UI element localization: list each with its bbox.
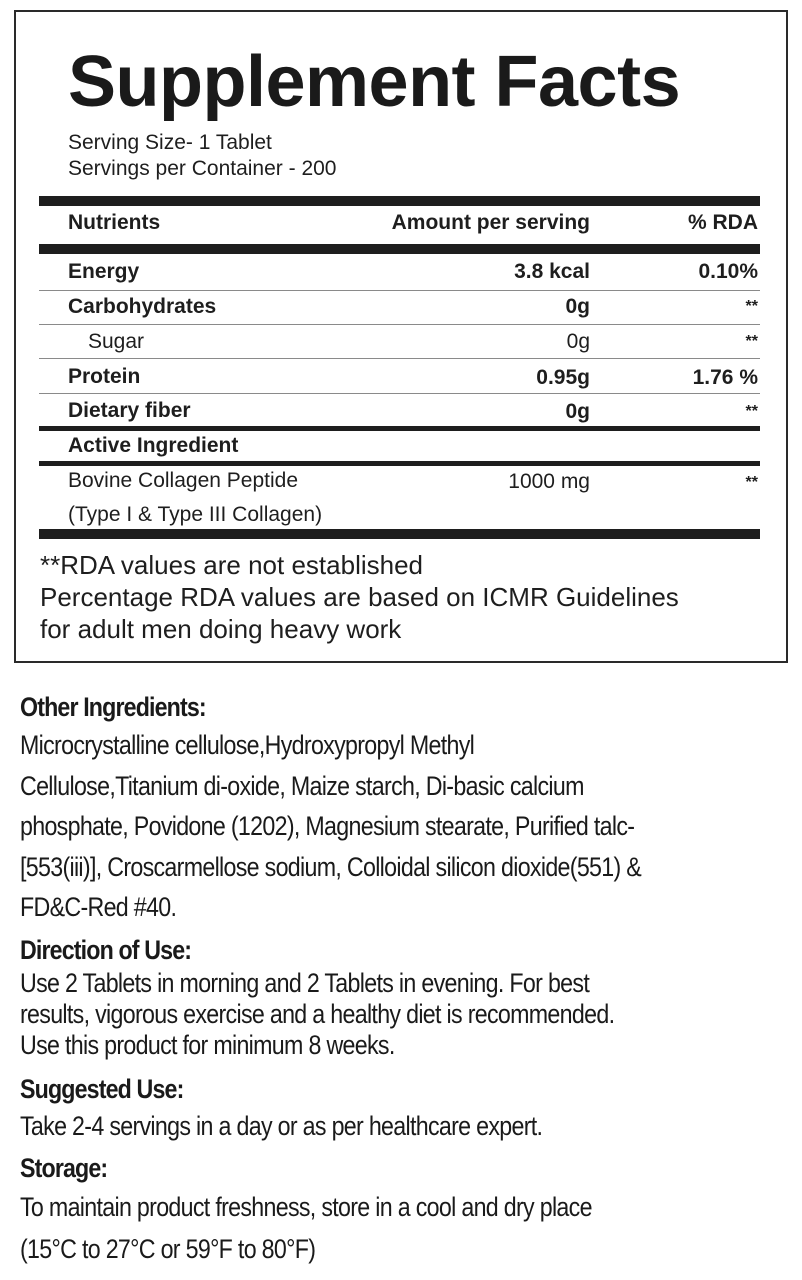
nutrient-amount: 0g [565, 400, 590, 423]
nutrient-amount: 0g [566, 330, 590, 353]
servings-per-container: Servings per Container - 200 [68, 157, 337, 180]
direction-line: Use 2 Tablets in morning and 2 Tablets in evening. For best [20, 968, 590, 998]
nutrient-amount: 3.8 kcal [514, 260, 590, 283]
storage-text [20, 1186, 790, 1270]
ingredients-line: phosphate, Povidone (1202), Magnesium stearate, Purified talc- [20, 811, 635, 841]
divider-mid [39, 426, 760, 431]
active-ingredient-amount: 1000 mg [508, 470, 590, 493]
direction-of-use-heading: Direction of Use: [20, 935, 192, 965]
divider-thick [39, 196, 760, 206]
divider-mid [39, 461, 760, 466]
supplement-facts-panel [14, 10, 788, 663]
serving-size: Serving Size- 1 Tablet [68, 131, 272, 154]
header-amount: Amount per serving [391, 211, 590, 234]
active-ingredient-name: Bovine Collagen Peptide [68, 469, 298, 492]
ingredients-line: [553(iii)], Croscarmellose sodium, Colloidal silicon dioxide(551) & [20, 851, 642, 882]
other-ingredients-heading: Other Ingredients: [20, 692, 206, 722]
nutrient-name: Sugar [88, 330, 145, 353]
divider-thin [39, 393, 760, 394]
footnote-adult-men: for adult men doing heavy work [40, 614, 402, 644]
panel-title: Supplement Facts [68, 42, 681, 122]
ingredients-line: Microcrystalline cellulose,Hydroxypropyl Methyl [20, 730, 475, 760]
ingredients-line: FD&C-Red #40. [20, 892, 177, 922]
direction-line: results, vigorous exercise and a healthy diet is recommended. [20, 999, 615, 1029]
nutrient-name: Dietary fiber [68, 399, 191, 422]
nutrient-name: Carbohydrates [68, 295, 217, 318]
suggested-use-line: Take 2-4 servings in a day or as per healthcare expert. [20, 1111, 543, 1141]
suggested-use-heading: Suggested Use: [20, 1074, 184, 1104]
nutrient-amount: 0.95g [536, 366, 590, 389]
nutrient-rda: 0.10% [698, 260, 758, 283]
suggested-use-section [20, 1071, 790, 1145]
divider-thin [39, 358, 760, 359]
ingredients-line: Cellulose,Titanium di-oxide, Maize starch, Di-basic calcium [20, 770, 584, 801]
nutrient-rda: ** [745, 298, 758, 315]
divider-thin [39, 324, 760, 325]
serving-info [68, 130, 336, 182]
divider-thin [39, 290, 760, 291]
suggested-use-text [20, 1107, 790, 1145]
nutrient-amount: 0g [565, 295, 590, 318]
footnote-icmr: Percentage RDA values are based on ICMR Guidelines [40, 582, 679, 612]
nutrient-name: Protein [68, 365, 141, 388]
direction-of-use-section [20, 932, 790, 1061]
storage-section [20, 1150, 790, 1270]
storage-heading: Storage: [20, 1153, 108, 1183]
nutrient-rda: ** [745, 403, 758, 420]
active-ingredient-rda: ** [745, 474, 758, 491]
active-ingredient-header: Active Ingredient [68, 434, 239, 457]
active-ingredient-subtitle: (Type I & Type III Collagen) [68, 503, 323, 526]
divider-thick [39, 244, 760, 254]
other-ingredients-text [20, 725, 790, 928]
nutrient-rda: ** [745, 333, 758, 350]
direction-line: Use this product for minimum 8 weeks. [20, 1030, 395, 1060]
nutrient-name: Energy [68, 260, 140, 283]
divider-thick [39, 529, 760, 539]
nutrient-rda: 1.76 % [692, 366, 758, 389]
storage-line: To maintain product freshness, store in a cool and dry place [20, 1192, 592, 1222]
footnote-rda-not-established: **RDA values are not established [40, 550, 424, 580]
other-ingredients-section [20, 689, 790, 928]
storage-line: (15°C to 27°C or 59°F to 80°F) [20, 1234, 316, 1264]
header-nutrients: Nutrients [68, 211, 161, 234]
direction-of-use-text [20, 968, 790, 1061]
header-rda: % RDA [687, 211, 758, 234]
